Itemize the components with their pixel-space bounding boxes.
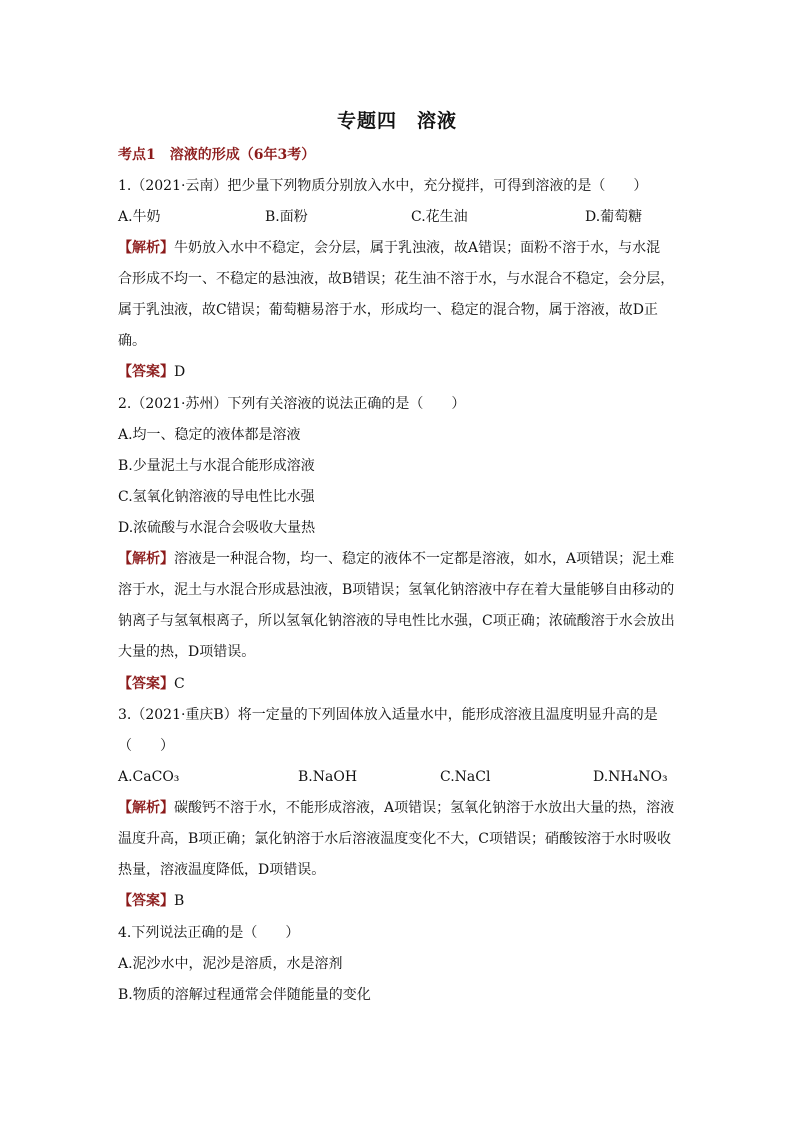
section-heading: 考点1 溶液的形成（6年3考） xyxy=(118,147,316,163)
q2-stem: 2.（2021·苏州）下列有关溶液的说法正确的是（ ） xyxy=(118,396,466,412)
q1-analysis-line: 【解析】牛奶放入水中不稳定，会分层，属于乳浊液，故A错误；面粉不溶于水，与水混 xyxy=(118,240,661,256)
q1-answer: 【答案】D xyxy=(118,364,186,380)
analysis-tag: 【解析】 xyxy=(118,240,174,256)
analysis-tag: 【解析】 xyxy=(118,800,174,816)
answer-tag: 【答案】 xyxy=(118,893,174,909)
page-title: 专题四 溶液 xyxy=(336,110,457,132)
q2-option-d: D.浓硫酸与水混合会吸收大量热 xyxy=(118,520,316,536)
q3-analysis-line: 【解析】碳酸钙不溶于水，不能形成溶液，A项错误；氢氧化钠溶于水放出大量的热，溶液 xyxy=(118,800,675,816)
q2-analysis-line: 【解析】溶液是一种混合物，均一、稳定的液体不一定都是溶液，如水，A项错误；泥土难 xyxy=(118,551,675,567)
q2-option-c: C.氢氧化钠溶液的导电性比水强 xyxy=(118,489,315,505)
q3-answer: 【答案】B xyxy=(118,893,185,909)
q1-stem: 1.（2021·云南）把少量下列物质分别放入水中，充分搅拌，可得到溶液的是（ ） xyxy=(118,178,648,194)
q3-analysis-line: 热量，溶液温度降低，D项错误。 xyxy=(118,862,326,878)
q4-option-a: A.泥沙水中，泥沙是溶质，水是溶剂 xyxy=(118,956,343,972)
q2-option-a: A.均一、稳定的液体都是溶液 xyxy=(118,427,301,443)
q4-option-b: B.物质的溶解过程通常会伴随能量的变化 xyxy=(118,987,371,1003)
q3-stem: 3.（2021·重庆B）将一定量的下列固体放入适量水中，能形成溶液且温度明显升高的是 xyxy=(118,707,658,723)
q4-stem: 4.下列说法正确的是（ ） xyxy=(118,925,300,941)
q1-option-b: B.面粉 xyxy=(265,209,308,225)
q3-analysis-line: 温度升高，B项正确；氯化钠溶于水后溶液温度变化不大，C项错误；硝酸铵溶于水时吸收 xyxy=(118,831,671,847)
q3-option-b: B.NaOH xyxy=(298,769,358,785)
q3-option-a: A.CaCO₃ xyxy=(118,769,180,785)
answer-tag: 【答案】 xyxy=(118,676,174,692)
q1-option-d: D.葡萄糖 xyxy=(585,209,643,225)
q2-analysis-line: 溶于水，泥土与水混合形成悬浊液，B项错误；氢氧化钠溶液中存在着大量能够自由移动的 xyxy=(118,582,675,598)
q1-analysis-line: 确。 xyxy=(118,333,146,349)
q1-option-c: C.花生油 xyxy=(411,209,468,225)
q3-stem-bracket: （ ） xyxy=(118,738,174,754)
q1-analysis-line: 属于乳浊液，故C错误；葡萄糖易溶于水，形成均一、稳定的混合物，属于溶液，故D正 xyxy=(118,302,658,318)
q2-answer: 【答案】C xyxy=(118,676,185,692)
answer-tag: 【答案】 xyxy=(118,364,174,380)
q1-option-a: A.牛奶 xyxy=(118,209,161,225)
q3-option-c: C.NaCl xyxy=(440,769,491,785)
analysis-tag: 【解析】 xyxy=(118,551,174,567)
q3-option-d: D.NH₄NO₃ xyxy=(593,769,668,785)
q2-option-b: B.少量泥土与水混合能形成溶液 xyxy=(118,458,315,474)
q2-analysis-line: 大量的热，D项错误。 xyxy=(118,644,256,660)
q2-analysis-line: 钠离子与氢氧根离子，所以氢氧化钠溶液的导电性比水强，C项正确；浓硫酸溶于水会放出 xyxy=(118,613,675,629)
q1-analysis-line: 合形成不均一、不稳定的悬浊液，故B错误；花生油不溶于水，与水混合不稳定，会分层， xyxy=(118,271,675,287)
